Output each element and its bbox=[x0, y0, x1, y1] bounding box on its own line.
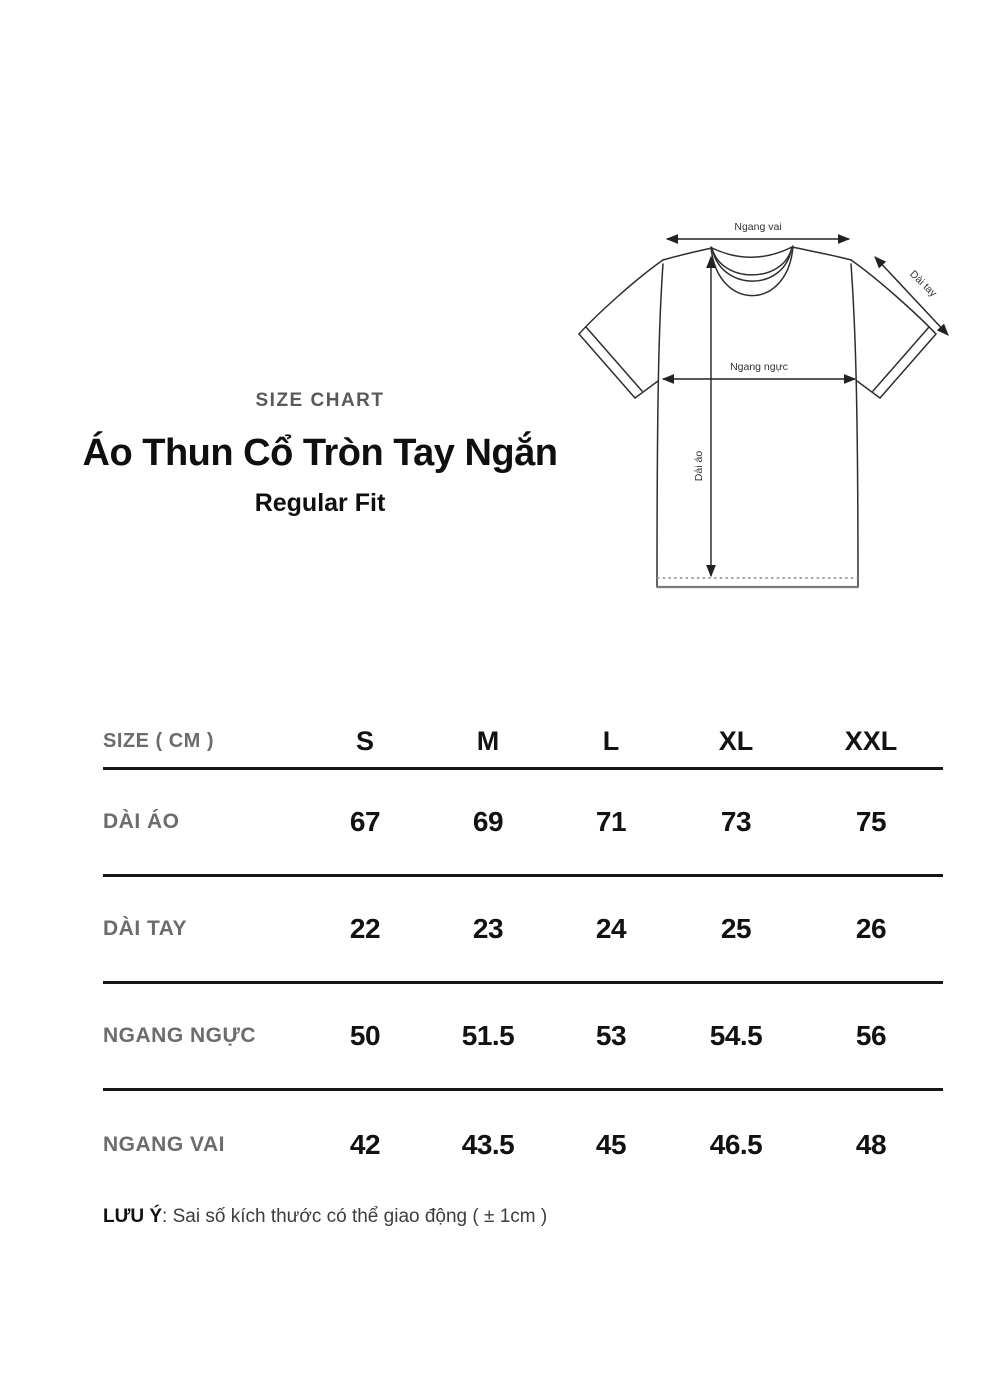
right-cuff bbox=[873, 327, 936, 398]
size-column-l: L bbox=[602, 726, 620, 756]
row-label: DÀI ÁO bbox=[103, 810, 180, 833]
cell-value: 56 bbox=[855, 1020, 887, 1051]
size-table bbox=[103, 716, 943, 1198]
cell-value: 48 bbox=[855, 1128, 887, 1160]
cell-value: 69 bbox=[472, 806, 504, 837]
table-row-dai-ao bbox=[103, 770, 943, 877]
collar bbox=[711, 246, 793, 296]
table-row-ngang-vai bbox=[103, 1091, 943, 1198]
tshirt-outline bbox=[579, 246, 936, 587]
cell-value: 24 bbox=[595, 913, 627, 944]
table-row-ngang-nguc bbox=[103, 984, 943, 1091]
size-column-s: S bbox=[355, 726, 374, 756]
chest-width-label: Ngang ngực bbox=[730, 361, 788, 373]
cell-value: 51.5 bbox=[461, 1020, 515, 1051]
fit-subtitle: Regular Fit bbox=[254, 489, 386, 517]
shoulder-width-label: Ngang vai bbox=[734, 221, 782, 233]
tshirt-diagram-svg bbox=[555, 210, 955, 610]
length-label: Dài áo bbox=[693, 450, 705, 482]
left-cuff bbox=[579, 327, 642, 398]
cell-value: 22 bbox=[349, 913, 381, 944]
table-row-dai-tay bbox=[103, 877, 943, 984]
size-column-xl: XL bbox=[718, 726, 754, 756]
note-text: : Sai số kích thước có thể giao động ( ± 1cm ) bbox=[162, 1206, 548, 1227]
size-column-m: M bbox=[476, 726, 500, 756]
product-title: Áo Thun Cổ Tròn Tay Ngắn bbox=[82, 432, 558, 474]
cell-value: 67 bbox=[349, 806, 381, 837]
size-chart-eyebrow: SIZE CHART bbox=[255, 390, 385, 411]
measurement-arrows bbox=[663, 239, 948, 576]
cell-value: 46.5 bbox=[709, 1128, 763, 1160]
cell-value: 45 bbox=[595, 1128, 627, 1160]
cell-value: 53 bbox=[595, 1020, 627, 1051]
cell-value: 26 bbox=[855, 913, 887, 944]
row-label: NGANG NGỰC bbox=[103, 1024, 257, 1047]
cell-value: 25 bbox=[720, 913, 752, 944]
note-label: LƯU Ý bbox=[103, 1206, 163, 1227]
size-unit-header: SIZE ( CM ) bbox=[103, 730, 215, 752]
cell-value: 71 bbox=[595, 806, 627, 837]
header bbox=[40, 390, 600, 518]
cell-value: 42 bbox=[349, 1128, 381, 1160]
tolerance-note bbox=[103, 1206, 547, 1228]
cell-value: 75 bbox=[855, 806, 887, 837]
cell-value: 73 bbox=[720, 806, 752, 837]
size-column-xxl: XXL bbox=[844, 726, 898, 756]
cell-value: 50 bbox=[349, 1020, 381, 1051]
row-label: DÀI TAY bbox=[103, 917, 188, 940]
cell-value: 54.5 bbox=[709, 1020, 763, 1051]
cell-value: 43.5 bbox=[461, 1128, 515, 1160]
size-table-header-row bbox=[103, 716, 943, 770]
sleeve-length-arrow bbox=[875, 257, 948, 335]
cell-value: 23 bbox=[472, 913, 504, 944]
row-label: NGANG VAI bbox=[103, 1132, 225, 1156]
tshirt-measurement-diagram bbox=[555, 210, 955, 610]
sleeve-length-label: Dài tay bbox=[907, 268, 940, 300]
